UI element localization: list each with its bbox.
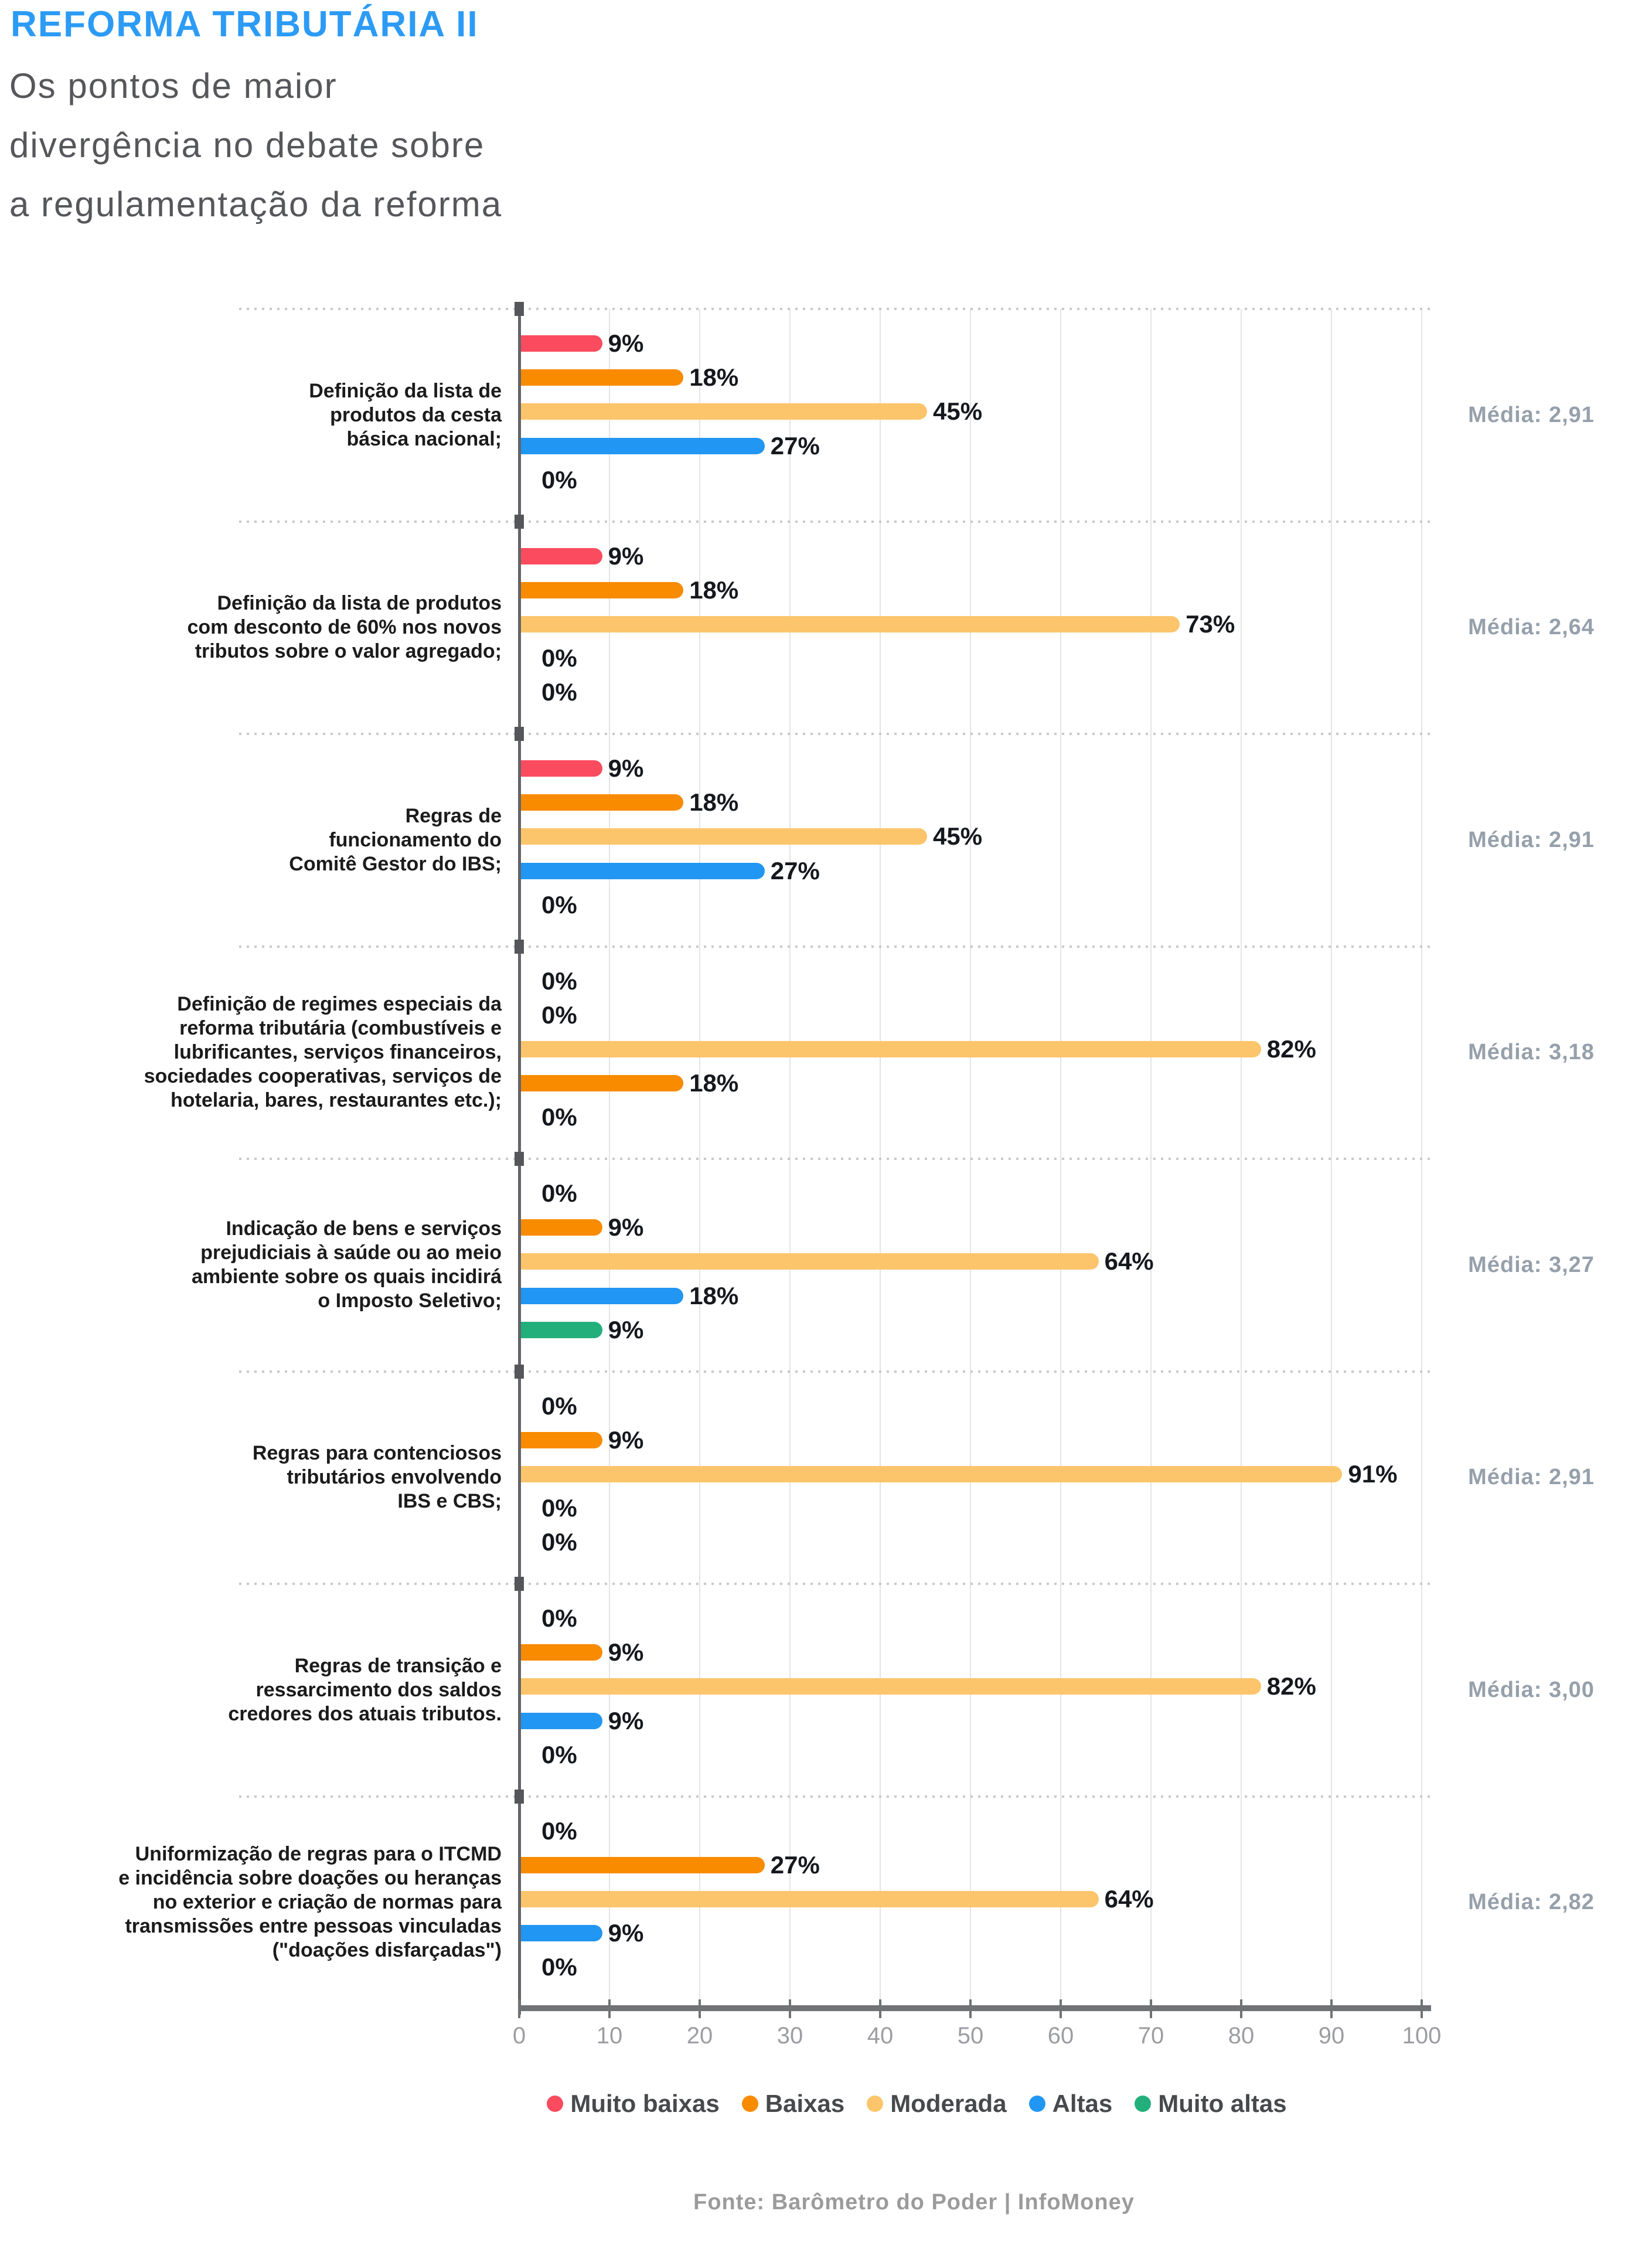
x-axis-tick [969,1999,972,2018]
category-label-line: e incidência sobre doações ou heranças [118,1867,502,1890]
bar [521,1925,602,1941]
bar-value-label: 0% [541,465,577,494]
bar-value-label: 18% [689,788,739,817]
bar-value-label: 9% [608,329,644,357]
bar-value-label: 18% [689,1281,739,1309]
x-axis-tick [699,1999,701,2018]
category-label-line: Definição da lista de produtos [217,592,502,615]
separator-axis-marker [515,1790,524,1804]
bar-value-label: 0% [541,967,577,995]
x-axis-tick-label: 50 [957,2023,984,2049]
bar-value-label: 27% [770,856,820,885]
page-subtitle-line: a regulamentação da reforma [9,185,503,224]
category-label-line: Comitê Gestor do IBS; [289,852,502,875]
category-label-line: ("doações disfarçadas") [272,1939,502,1962]
legend [91,2090,1652,2118]
bar-value-label: 18% [689,576,739,604]
bar [521,616,1180,632]
bar-value-label: 9% [608,1213,644,1241]
bar [521,1288,683,1304]
media-label: Média: 2,64 [1468,615,1595,640]
bar-value-label: 82% [1266,1035,1316,1063]
bar-value-label: 27% [770,431,820,460]
page-subtitle-line: divergência no debate sobre [9,125,485,165]
category-label [33,1372,502,1584]
bar [521,548,602,564]
bar-value-label: 0% [541,1817,577,1845]
category-label-line: sociedades cooperativas, serviços de [144,1065,502,1088]
bar-value-label: 0% [541,1392,577,1420]
source-note: Fonte: Barômetro do Poder | InfoMoney [693,2190,1135,2215]
bar-value-label: 0% [541,1528,577,1556]
category-label-line: funcionamento do [329,828,502,851]
bar-value-label: 45% [933,822,983,851]
x-axis-tick [1150,1999,1152,2018]
category-label-line: Uniformização de regras para o ITCMD [135,1843,502,1866]
media-label: Média: 2,91 [1468,827,1595,852]
category-label-line: lubrificantes, serviços financeiros, [173,1041,502,1064]
x-axis-tick-label: 100 [1402,2023,1442,2049]
bar-value-label: 9% [608,1919,644,1947]
category-label-line: Regras para contenciosos [252,1442,502,1465]
category-label-line: Indicação de bens e serviços [226,1217,502,1240]
separator-axis-marker [515,1577,524,1591]
category-label [33,947,502,1159]
legend-item [1029,2090,1113,2118]
category-label-line: reforma tributária (combustíveis e [179,1017,502,1040]
x-axis-tick-label: 0 [512,2023,526,2049]
bar [521,403,927,420]
bar [521,1041,1261,1057]
category-label-line: ressarcimento dos saldos [256,1678,502,1701]
media-label: Média: 2,91 [1468,402,1595,427]
separator-axis-marker [515,1152,524,1166]
bar-value-label: 9% [608,542,644,570]
bar [521,1678,1261,1695]
x-axis-tick-label: 30 [776,2023,803,2049]
bar-value-label: 0% [541,644,577,672]
media-label: Média: 3,18 [1468,1040,1595,1065]
category-label-line: Definição de regimes especiais da [177,993,502,1016]
bar [521,1466,1342,1482]
x-axis-tick [518,1999,520,2018]
x-axis-tick-label: 70 [1137,2023,1164,2049]
x-axis-tick [1330,1999,1333,2018]
bar-value-label: 0% [541,1953,577,1981]
page-title: REFORMA TRIBUTÁRIA II [11,4,479,45]
bar [521,760,602,777]
separator-axis-marker [515,727,524,741]
legend-item [867,2090,1006,2118]
bar-value-label: 0% [541,1179,577,1207]
bar [521,1253,1099,1270]
bar [521,582,683,598]
media-label: Média: 3,00 [1468,1677,1595,1702]
category-label [33,309,502,522]
category-label [33,734,502,947]
media-label: Média: 3,27 [1468,1252,1595,1277]
bar-value-label: 0% [541,890,577,919]
bar-value-label: 91% [1348,1460,1398,1488]
x-axis-tick-label: 20 [686,2023,713,2049]
x-axis-tick-label: 10 [596,2023,623,2049]
legend-item [547,2090,719,2118]
separator-axis-marker [515,515,524,529]
bar [521,1075,683,1091]
bar-value-label: 0% [541,1103,577,1131]
category-label-line: produtos da cesta [330,403,502,426]
bar-value-label: 0% [541,678,577,706]
legend-item-label: Muito altas [1158,2090,1287,2117]
bar-value-label: 9% [608,1706,644,1734]
legend-item [742,2090,844,2118]
separator-axis-marker [515,1365,524,1379]
category-label-line: Regras de transição e [294,1654,502,1677]
bar-value-label: 45% [933,397,983,426]
bar-value-label: 0% [541,1740,577,1768]
bar-value-label: 9% [608,1638,644,1666]
category-label-line: básica nacional; [346,427,502,450]
bar [521,863,765,879]
bar-value-label: 73% [1186,610,1235,638]
bar-value-label: 18% [689,363,739,392]
legend-dot-icon [547,2096,563,2112]
bar [521,1322,602,1338]
bar [521,1713,602,1729]
bar [521,1891,1099,1907]
legend-dot-icon [1135,2096,1151,2112]
category-label-line: tributários envolvendo [287,1466,502,1489]
category-label-line: Regras de [405,804,502,827]
legend-item [1135,2090,1286,2118]
category-label-line: credores dos atuais tributos. [228,1702,502,1725]
x-axis-tick-label: 90 [1318,2023,1345,2049]
bar-value-label: 9% [608,754,644,782]
category-label [33,1159,502,1372]
bar-value-label: 0% [541,1494,577,1522]
x-axis-tick-label: 80 [1228,2023,1255,2049]
x-axis-tick-label: 60 [1047,2023,1074,2049]
bar-value-label: 18% [689,1069,739,1097]
page-subtitle [9,56,502,234]
bar [521,369,683,386]
separator-axis-marker [515,940,524,954]
bar [521,335,602,352]
bar-value-label: 0% [541,1001,577,1029]
legend-dot-icon [867,2096,883,2112]
legend-item-label: Moderada [890,2090,1007,2117]
bar [521,794,683,811]
bar-value-label: 82% [1266,1672,1316,1700]
legend-dot-icon [1029,2096,1045,2112]
legend-item-label: Altas [1052,2090,1113,2117]
category-label [33,1797,502,2009]
category-label [33,1584,502,1797]
category-label-line: o Imposto Seletivo; [318,1290,502,1312]
bar [521,438,765,454]
category-label-line: tributos sobre o valor agregado; [195,640,502,663]
category-label-line: transmissões entre pessoas vinculadas [125,1915,502,1938]
bar-value-label: 27% [770,1851,820,1879]
x-axis-tick [1421,1999,1423,2018]
media-label: Média: 2,82 [1468,1890,1595,1915]
x-axis-tick [789,1999,791,2018]
x-axis-tick-label: 40 [867,2023,894,2049]
category-label-line: IBS e CBS; [397,1490,502,1513]
media-label: Média: 2,91 [1468,1465,1595,1490]
x-axis-tick [1240,1999,1242,2018]
bar-value-label: 64% [1104,1885,1154,1913]
separator-axis-marker [515,302,524,316]
category-label-line: prejudiciais à saúde ou ao meio [200,1241,502,1264]
bar [521,828,927,845]
legend-item-label: Baixas [765,2090,845,2117]
x-axis-tick [1060,1999,1062,2018]
category-label-line: Definição da lista de [309,379,502,402]
page-subtitle-line: Os pontos de maior [9,66,338,106]
bar-value-label: 0% [541,1604,577,1632]
bar [521,1857,765,1873]
x-axis-tick [608,1999,611,2018]
bar [521,1432,602,1448]
category-label [33,522,502,734]
bar-value-label: 64% [1104,1247,1154,1275]
bar-value-label: 9% [608,1426,644,1454]
bar [521,1644,602,1661]
bar-value-label: 9% [608,1315,644,1343]
category-label-line: com desconto de 60% nos novos [187,616,502,639]
bar [521,1219,602,1236]
x-axis-line [518,2005,1431,2011]
x-axis-tick [879,1999,881,2018]
category-label-line: hotelaria, bares, restaurantes etc.); [170,1089,502,1112]
legend-dot-icon [742,2096,758,2112]
category-label-line: no exterior e criação de normas para [152,1891,502,1914]
legend-item-label: Muito baixas [570,2090,720,2117]
category-label-line: ambiente sobre os quais incidirá [191,1266,502,1288]
